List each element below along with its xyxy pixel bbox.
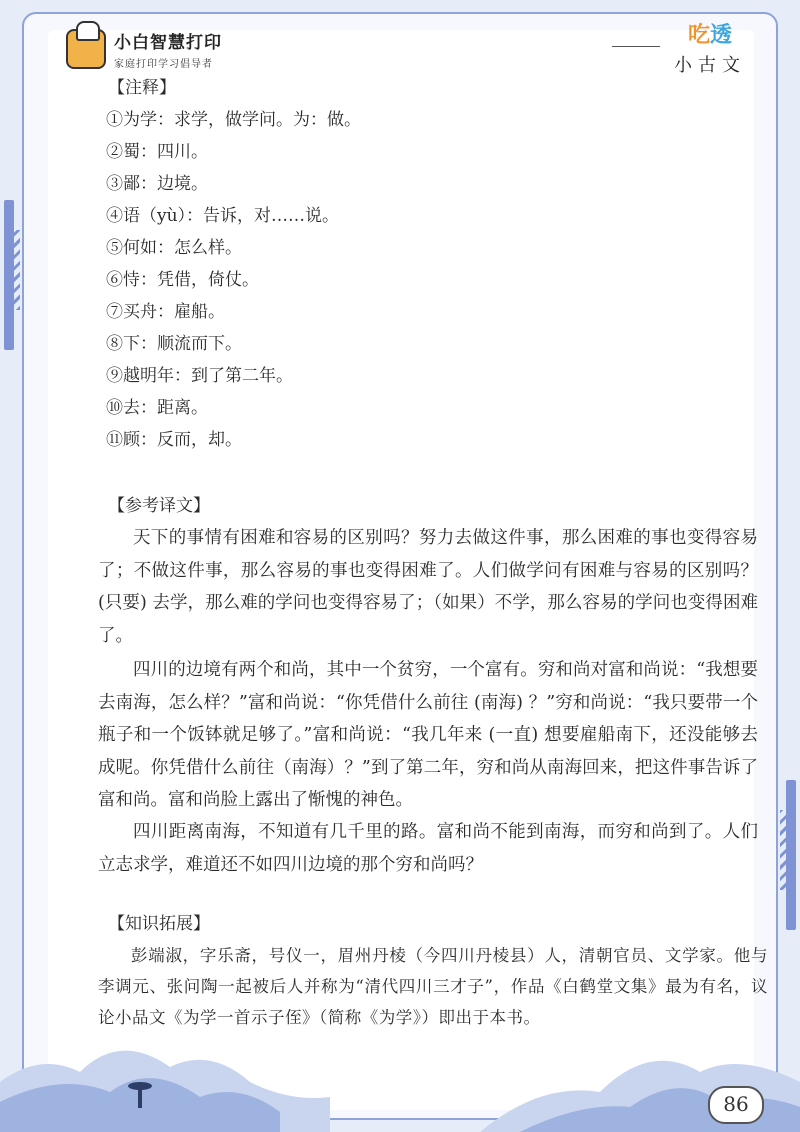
page-number: 86 [708,1086,764,1124]
left-hatch-decoration [6,230,20,310]
translation-heading: 【参考译文】 [108,496,210,516]
note-item: ⑩去：距离。 [106,398,208,418]
note-item: ②蜀：四川。 [106,142,208,162]
logo-subtitle: 家庭打印学习倡导者 [114,59,213,70]
logo-title: 小白智慧打印 [114,33,222,53]
note-item: ⑥恃：凭借，倚仗。 [106,270,259,290]
translation-paragraph-2: 四川的边境有两个和尚，其中一个贫穷，一个富有。穷和尚对富和尚说：“我想要去南海，怎么样？”富和尚说：“你凭借什么前往 (南海) ？”穷和尚说：“我只要带一个瓶子和一个饭钵就足够了。”富和尚说：“我几年来 (一直) 想要雇船南下，还没能够去成呢。你凭借什么前往（南海）？”到了第二年，穷和尚从南海回来，把这件事告诉了富和尚。富和尚脸上露出了惭愧的神色。 [98,660,758,810]
note-item: ⑧下：顺流而下。 [106,334,242,354]
series-brand [655,18,765,77]
note-item: ⑦买舟：雇船。 [106,302,225,322]
brand-char-tou: 透 [710,23,733,48]
mountain-landscape-decoration [0,1012,800,1132]
note-item: ⑤何如：怎么样。 [106,238,242,258]
extension-text: 彭端淑，字乐斋，号仪一，眉州丹棱（今四川丹棱县）人，清朝官员、文学家。他与李调元、张问陶一起被后人并称为“清代四川三才子”，作品《白鹤堂文集》最为有名，议论小品文《为学一首示子侄》（简称《为学》）即出于本书。 [98,946,768,1027]
translation-paragraph-3: 四川距离南海，不知道有几千里的路。富和尚不能到南海，而穷和尚到了。人们立志求学，难道还不如四川边境的那个穷和尚吗？ [98,822,758,875]
brand-logo [66,28,222,70]
note-item: ④语（yù）：告诉，对……说。 [106,206,340,226]
note-item: ⑨越明年：到了第二年。 [106,366,293,386]
printer-mascot-icon [66,29,106,69]
brand-char-chi: 吃 [687,23,710,48]
notes-heading: 【注释】 [108,78,176,98]
extension-heading: 【知识拓展】 [108,914,210,934]
translation-paragraph-1: 天下的事情有困难和容易的区别吗？努力去做这件事，那么困难的事也变得容易了；不做这件事，那么容易的事也变得困难了。人们做学问有困难与容易的区别吗？(只要) 去学，那么难的学问也变得容易了；（如果）不学，那么容易的学问也变得困难了。 [98,528,758,646]
note-item: ①为学：求学，做学问。为：做。 [106,110,361,130]
right-hatch-decoration [780,810,794,890]
note-item: ③鄙：边境。 [106,174,208,194]
brand-subtitle: 小古文 [674,55,746,76]
note-item: ⑪顾：反而，却。 [106,430,242,450]
brand-divider [612,46,660,47]
